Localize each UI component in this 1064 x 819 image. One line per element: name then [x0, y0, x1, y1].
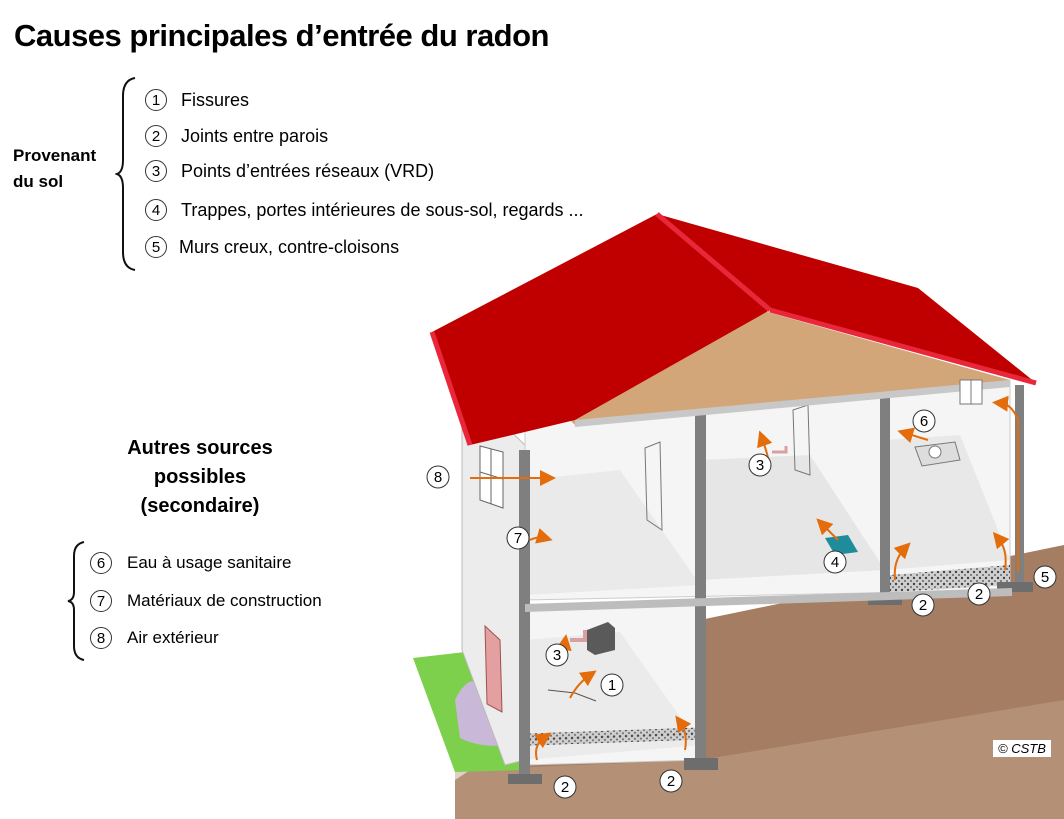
- legend-number: 8: [90, 627, 112, 649]
- sink-bowl: [929, 446, 941, 458]
- marker-4: [824, 551, 846, 573]
- legend-number: 6: [90, 552, 112, 574]
- legend-text: Trappes, portes intérieures de sous-sol, regards ...: [181, 199, 584, 220]
- column-mid: [695, 410, 706, 770]
- marker-2-right-b: [968, 583, 990, 605]
- legend-number: 4: [145, 199, 167, 221]
- legend-number: 3: [145, 160, 167, 182]
- marker-7: [507, 527, 529, 549]
- svg-text:3: 3: [552, 647, 562, 664]
- footing-1: [508, 774, 542, 784]
- legend-text: Eau à usage sanitaire: [127, 553, 292, 572]
- svg-text:2: 2: [666, 773, 676, 790]
- svg-text:4: 4: [830, 554, 840, 571]
- svg-text:7: 7: [513, 530, 523, 547]
- svg-text:2: 2: [974, 586, 984, 603]
- window-right: [960, 380, 982, 404]
- legend-text: Murs creux, contre-cloisons: [179, 236, 400, 257]
- marker-1: [601, 674, 623, 696]
- legend-number: 7: [90, 590, 112, 612]
- legend-number: 5: [145, 236, 167, 258]
- marker-2-right-a: [912, 594, 934, 616]
- copyright-label: © CSTB: [993, 740, 1051, 757]
- svg-text:5: 5: [1040, 569, 1050, 586]
- svg-text:2: 2: [560, 779, 570, 796]
- legend-text: Air extérieur: [127, 628, 219, 647]
- svg-text:1: 1: [607, 677, 617, 694]
- svg-text:2: 2: [918, 597, 928, 614]
- exterior-door: [485, 626, 502, 712]
- legend-text: Fissures: [181, 89, 250, 110]
- column-left: [519, 450, 530, 775]
- marker-2-lower-a: [554, 776, 576, 798]
- marker-2-lower-b: [660, 770, 682, 792]
- column-right: [880, 392, 890, 602]
- legend-number: 2: [145, 125, 167, 147]
- legend-text: Points d’entrées réseaux (VRD): [181, 160, 435, 181]
- marker-6: [913, 410, 935, 432]
- marker-5: [1034, 566, 1056, 588]
- legend-text: Joints entre parois: [181, 125, 329, 146]
- other-group-label: Autres sources possibles (secondaire): [127, 437, 273, 517]
- legend-text: Matériaux de construction: [127, 591, 322, 610]
- soil-group-label: Provenant du sol: [13, 146, 97, 191]
- svg-text:6: 6: [919, 413, 929, 430]
- marker-8: [427, 466, 449, 488]
- marker-3-upper: [749, 454, 771, 476]
- svg-text:8: 8: [433, 469, 443, 486]
- legend-number: 1: [145, 89, 167, 111]
- footing-2: [684, 758, 718, 770]
- page-title: Causes principales d’entrée du radon: [14, 18, 549, 53]
- svg-text:3: 3: [755, 457, 765, 474]
- marker-3-lower: [546, 644, 568, 666]
